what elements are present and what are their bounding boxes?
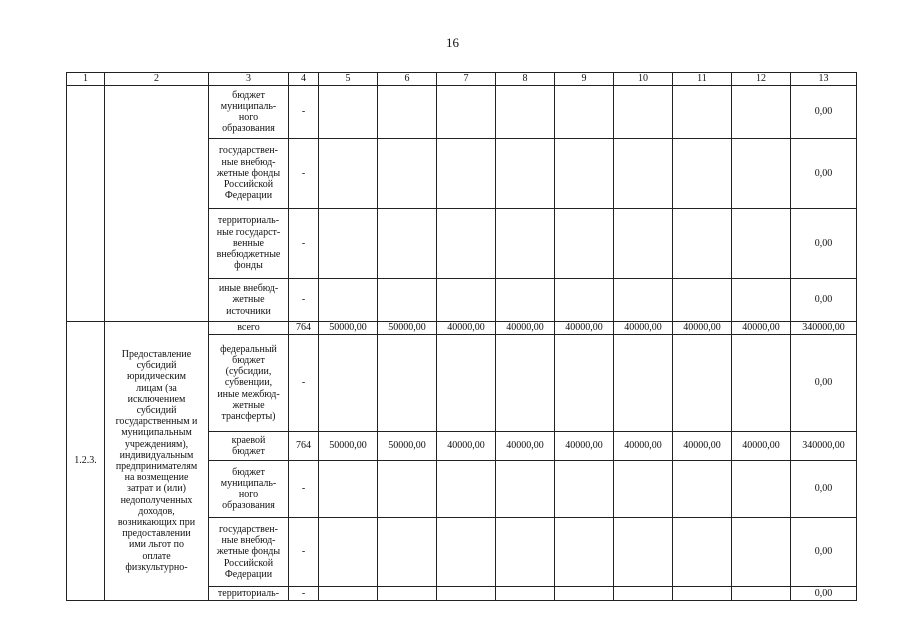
year-value-cell [614,139,673,209]
year-value-cell: 40000,00 [555,322,614,335]
header-cell: 5 [319,73,378,86]
year-value-cell [732,279,791,322]
measure-name-cell: Предоставление субсидий юридическим лицам (за исключением субсидий государственным и муниципальным учреждениям), индивидуальным предпринимателям на возмещение затрат и (или) недополученных доходов, возникающих при предоставлении ими льгот по оплате физкультурно- [105,322,209,601]
header-cell: 3 [209,73,289,86]
year-value-cell [614,461,673,518]
year-value-cell [614,209,673,279]
header-cell: 11 [673,73,732,86]
year-value-cell [673,518,732,587]
year-value-cell [437,587,496,601]
year-value-cell: 40000,00 [673,432,732,461]
year-value-cell [673,461,732,518]
year-value-cell: 40000,00 [496,322,555,335]
year-value-cell [673,209,732,279]
total-cell: 0,00 [791,139,857,209]
code-cell [67,86,105,322]
year-value-cell [496,587,555,601]
funding-source-cell: всего [209,322,289,335]
total-cell: 340000,00 [791,322,857,335]
header-cell: 6 [378,73,437,86]
year-value-cell [496,86,555,139]
name-cell [105,86,209,322]
header-cell: 12 [732,73,791,86]
year-value-cell [496,461,555,518]
year-value-cell [437,461,496,518]
year-value-cell: 40000,00 [496,432,555,461]
funding-source-cell: бюджет муниципаль- ного образования [209,86,289,139]
funding-source-cell: государствен- ные внебюд- жетные фонды Российской Федерации [209,518,289,587]
year-value-cell [378,461,437,518]
header-cell: 4 [289,73,319,86]
year-value-cell [673,587,732,601]
year-value-cell [732,518,791,587]
year-value-cell [319,86,378,139]
year-value-cell [614,335,673,432]
col4-cell: - [289,461,319,518]
year-value-cell [496,209,555,279]
total-cell: 0,00 [791,335,857,432]
year-value-cell: 50000,00 [319,322,378,335]
col4-cell: - [289,279,319,322]
funding-source-cell: иные внебюд- жетные источники [209,279,289,322]
year-value-cell [378,587,437,601]
year-value-cell: 50000,00 [378,322,437,335]
year-value-cell: 40000,00 [555,432,614,461]
year-value-cell [732,587,791,601]
funding-source-cell: бюджет муниципаль- ного образования [209,461,289,518]
year-value-cell [555,335,614,432]
funding-source-cell: федеральный бюджет (субсидии, субвенции, иные межбюд- жетные трансферты) [209,335,289,432]
header-cell: 1 [67,73,105,86]
table-row [67,322,857,335]
year-value-cell [437,139,496,209]
year-value-cell [555,86,614,139]
year-value-cell [319,279,378,322]
year-value-cell: 40000,00 [437,432,496,461]
year-value-cell [732,209,791,279]
year-value-cell [437,279,496,322]
year-value-cell [378,209,437,279]
year-value-cell [732,139,791,209]
year-value-cell: 40000,00 [614,322,673,335]
header-cell: 7 [437,73,496,86]
year-value-cell [319,139,378,209]
year-value-cell [378,518,437,587]
year-value-cell: 50000,00 [378,432,437,461]
col4-cell: - [289,335,319,432]
col4-cell: - [289,86,319,139]
total-cell: 0,00 [791,461,857,518]
year-value-cell [437,86,496,139]
col4-cell: - [289,518,319,587]
year-value-cell [496,139,555,209]
year-value-cell [378,139,437,209]
year-value-cell [496,279,555,322]
year-value-cell [319,518,378,587]
year-value-cell [437,518,496,587]
col4-cell: - [289,139,319,209]
year-value-cell [437,209,496,279]
header-cell: 9 [555,73,614,86]
total-cell: 340000,00 [791,432,857,461]
total-cell: 0,00 [791,279,857,322]
funding-source-cell: территориаль- [209,587,289,601]
year-value-cell [614,279,673,322]
col4-cell: 764 [289,432,319,461]
year-value-cell [319,209,378,279]
col4-cell: - [289,587,319,601]
year-value-cell [555,461,614,518]
year-value-cell [319,587,378,601]
year-value-cell [673,139,732,209]
year-value-cell [732,335,791,432]
year-value-cell: 40000,00 [437,322,496,335]
year-value-cell [673,279,732,322]
table-row [67,86,857,139]
page-number: 16 [446,35,459,50]
funding-source-cell: государствен- ные внебюд- жетные фонды Российской Федерации [209,139,289,209]
year-value-cell [614,518,673,587]
year-value-cell [555,518,614,587]
year-value-cell [378,279,437,322]
header-cell: 2 [105,73,209,86]
year-value-cell [378,86,437,139]
year-value-cell [319,461,378,518]
year-value-cell [673,86,732,139]
year-value-cell [378,335,437,432]
header-cell: 10 [614,73,673,86]
year-value-cell [437,335,496,432]
year-value-cell: 40000,00 [732,322,791,335]
year-value-cell: 50000,00 [319,432,378,461]
year-value-cell [732,461,791,518]
year-value-cell [319,335,378,432]
header-cell: 8 [496,73,555,86]
header-row [67,73,857,86]
col4-cell: - [289,209,319,279]
total-cell: 0,00 [791,587,857,601]
total-cell: 0,00 [791,209,857,279]
year-value-cell: 40000,00 [732,432,791,461]
year-value-cell [496,518,555,587]
year-value-cell: 40000,00 [673,322,732,335]
year-value-cell: 40000,00 [614,432,673,461]
year-value-cell [555,139,614,209]
year-value-cell [732,86,791,139]
funding-source-cell: территориаль- ные государст- венные внебюджетные фонды [209,209,289,279]
budget-table [66,72,857,601]
year-value-cell [496,335,555,432]
year-value-cell [614,86,673,139]
year-value-cell [614,587,673,601]
code-cell: 1.2.3. [67,322,105,601]
year-value-cell [555,279,614,322]
year-value-cell [555,587,614,601]
year-value-cell [673,335,732,432]
total-cell: 0,00 [791,86,857,139]
col4-cell: 764 [289,322,319,335]
header-cell: 13 [791,73,857,86]
total-cell: 0,00 [791,518,857,587]
funding-source-cell: краевой бюджет [209,432,289,461]
year-value-cell [555,209,614,279]
